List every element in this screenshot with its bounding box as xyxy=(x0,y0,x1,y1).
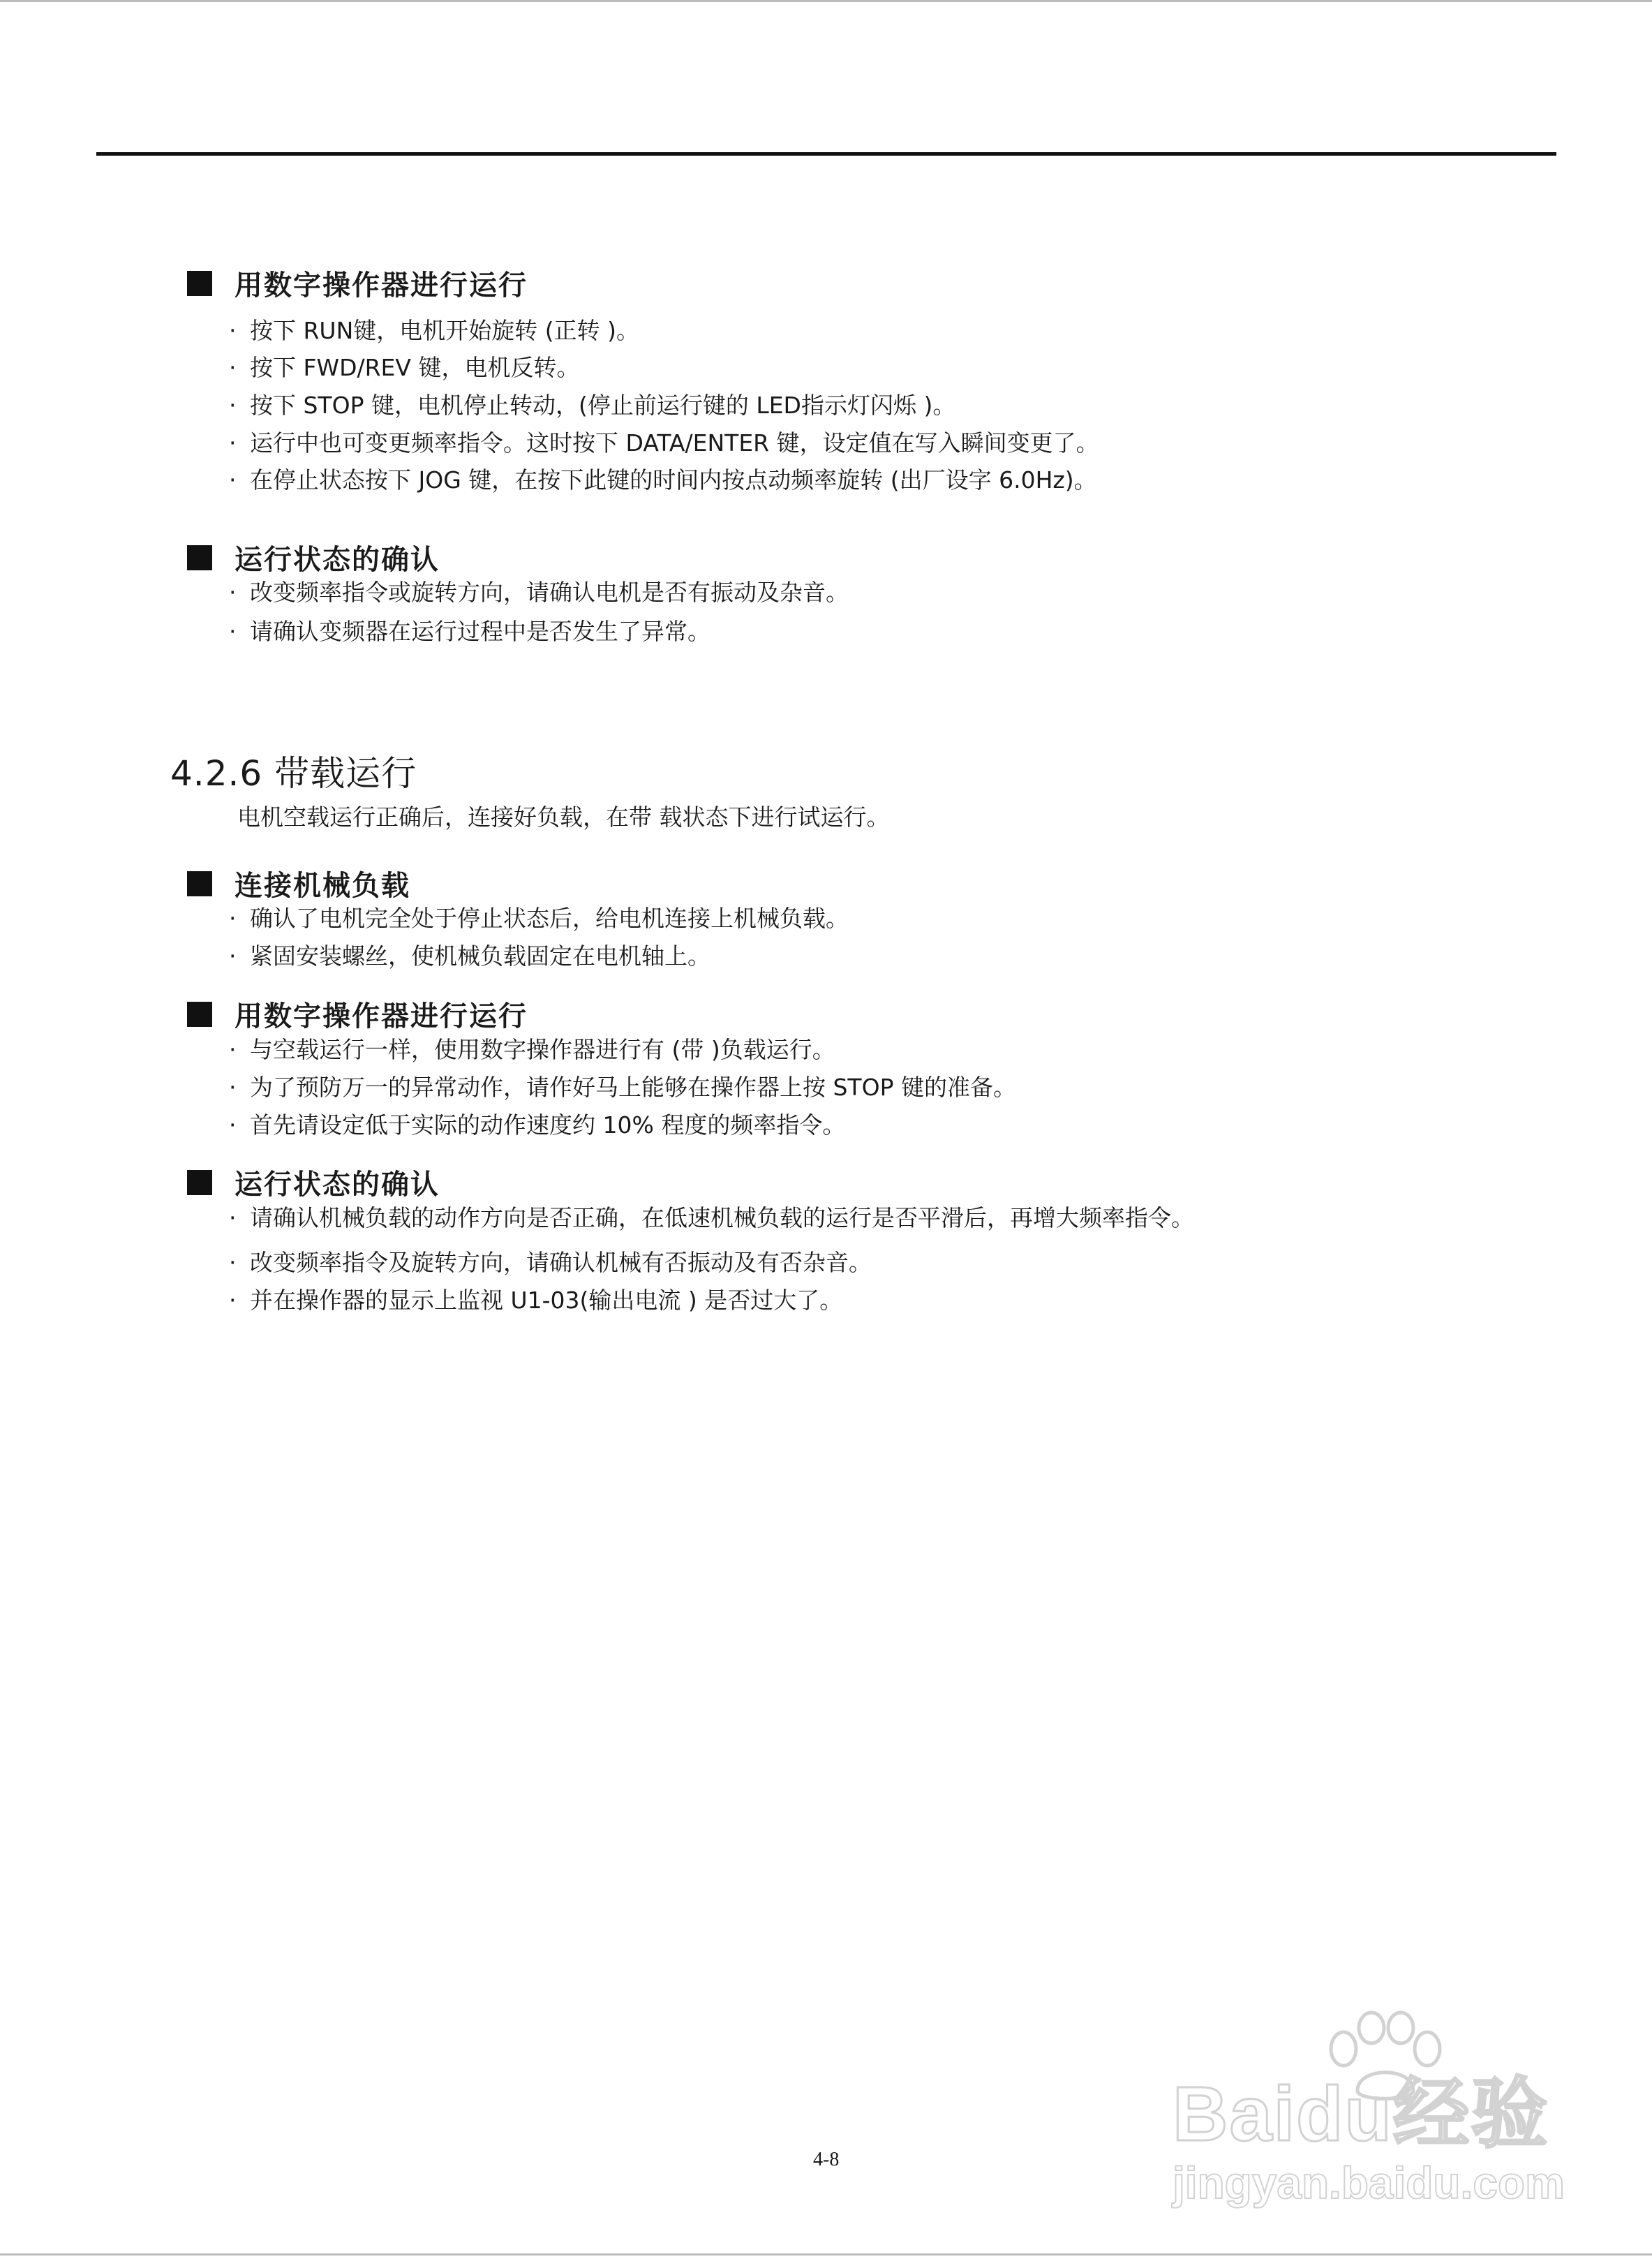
bullet-heading-operate-digital xyxy=(187,263,528,303)
list-item: · 确认了电机完全处于停止状态后，给电机连接上机械负载。 xyxy=(229,905,849,932)
bullet-heading-connect-load xyxy=(187,864,410,903)
square-bullet-icon xyxy=(187,545,212,570)
list-item: · 改变频率指令及旋转方向，请确认机械有否振动及有否杂音。 xyxy=(229,1249,872,1276)
section-intro: 电机空载运行正确后，连接好负载，在带 载状态下进行试运行。 xyxy=(237,803,890,831)
heading-title: 用数字操作器进行运行 xyxy=(235,269,528,302)
list-item: · 并在操作器的显示上监视 U1-03(输出电流 ) 是否过大了。 xyxy=(229,1287,843,1314)
square-bullet-icon xyxy=(187,271,212,296)
list-item: · 与空载运行一样，使用数字操作器进行有 (带 )负载运行。 xyxy=(229,1036,835,1063)
bullet-heading-status-check xyxy=(187,538,440,577)
watermark-site: jingyan.baidu.com xyxy=(1173,2158,1565,2208)
square-bullet-icon xyxy=(187,1002,212,1027)
list-item: · 在停止状态按下 JOG 键，在按下此键的时间内按点动频率旋转 (出厂设字 6.0Hz)。 xyxy=(229,466,1097,494)
square-bullet-icon xyxy=(187,871,212,896)
watermark-logo: Baidu经验 xyxy=(1173,2071,1549,2157)
list-item: · 按下 RUN键，电机开始旋转 (正转 )。 xyxy=(229,317,639,344)
bullet-heading-operate-digital-load xyxy=(187,994,528,1034)
baidu-watermark xyxy=(1173,2010,1563,2220)
bullet-heading-status-check-load xyxy=(187,1162,440,1202)
heading-title: 用数字操作器进行运行 xyxy=(235,1000,528,1032)
page-number: 4-8 xyxy=(813,2149,840,2170)
list-item: · 按下 STOP 键，电机停止转动，(停止前运行键的 LED指示灯闪烁 )。 xyxy=(229,392,956,419)
list-item: · 按下 FWD/REV 键，电机反转。 xyxy=(229,354,580,381)
heading-title: 运行状态的确认 xyxy=(235,1169,440,1201)
header-rule xyxy=(96,152,1556,156)
section-title: 4.2.6 带载运行 xyxy=(170,753,417,794)
list-item: · 请确认变频器在运行过程中是否发生了异常。 xyxy=(229,618,710,645)
list-item: · 改变频率指令或旋转方向，请确认电机是否有振动及杂音。 xyxy=(229,579,849,606)
square-bullet-icon xyxy=(187,1170,212,1195)
heading-title: 连接机械负载 xyxy=(235,870,410,902)
list-item: · 请确认机械负载的动作方向是否正确，在低速机械负载的运行是否平滑后，再增大频率指令。 xyxy=(229,1204,1194,1231)
list-item: · 为了预防万一的异常动作，请作好马上能够在操作器上按 STOP 键的准备。 xyxy=(229,1074,1016,1101)
heading-title: 运行状态的确认 xyxy=(235,544,440,576)
page-top-edge xyxy=(0,0,1652,2)
list-item: · 首先请设定低于实际的动作速度约 10% 程度的频率指令。 xyxy=(229,1111,846,1139)
list-item: · 紧固安装螺丝，使机械负载固定在电机轴上。 xyxy=(229,942,710,970)
page-bottom-edge xyxy=(0,2253,1652,2256)
list-item: · 运行中也可变更频率指令。这时按下 DATA/ENTER 键，设定值在写入瞬间变更了。 xyxy=(229,429,1099,457)
